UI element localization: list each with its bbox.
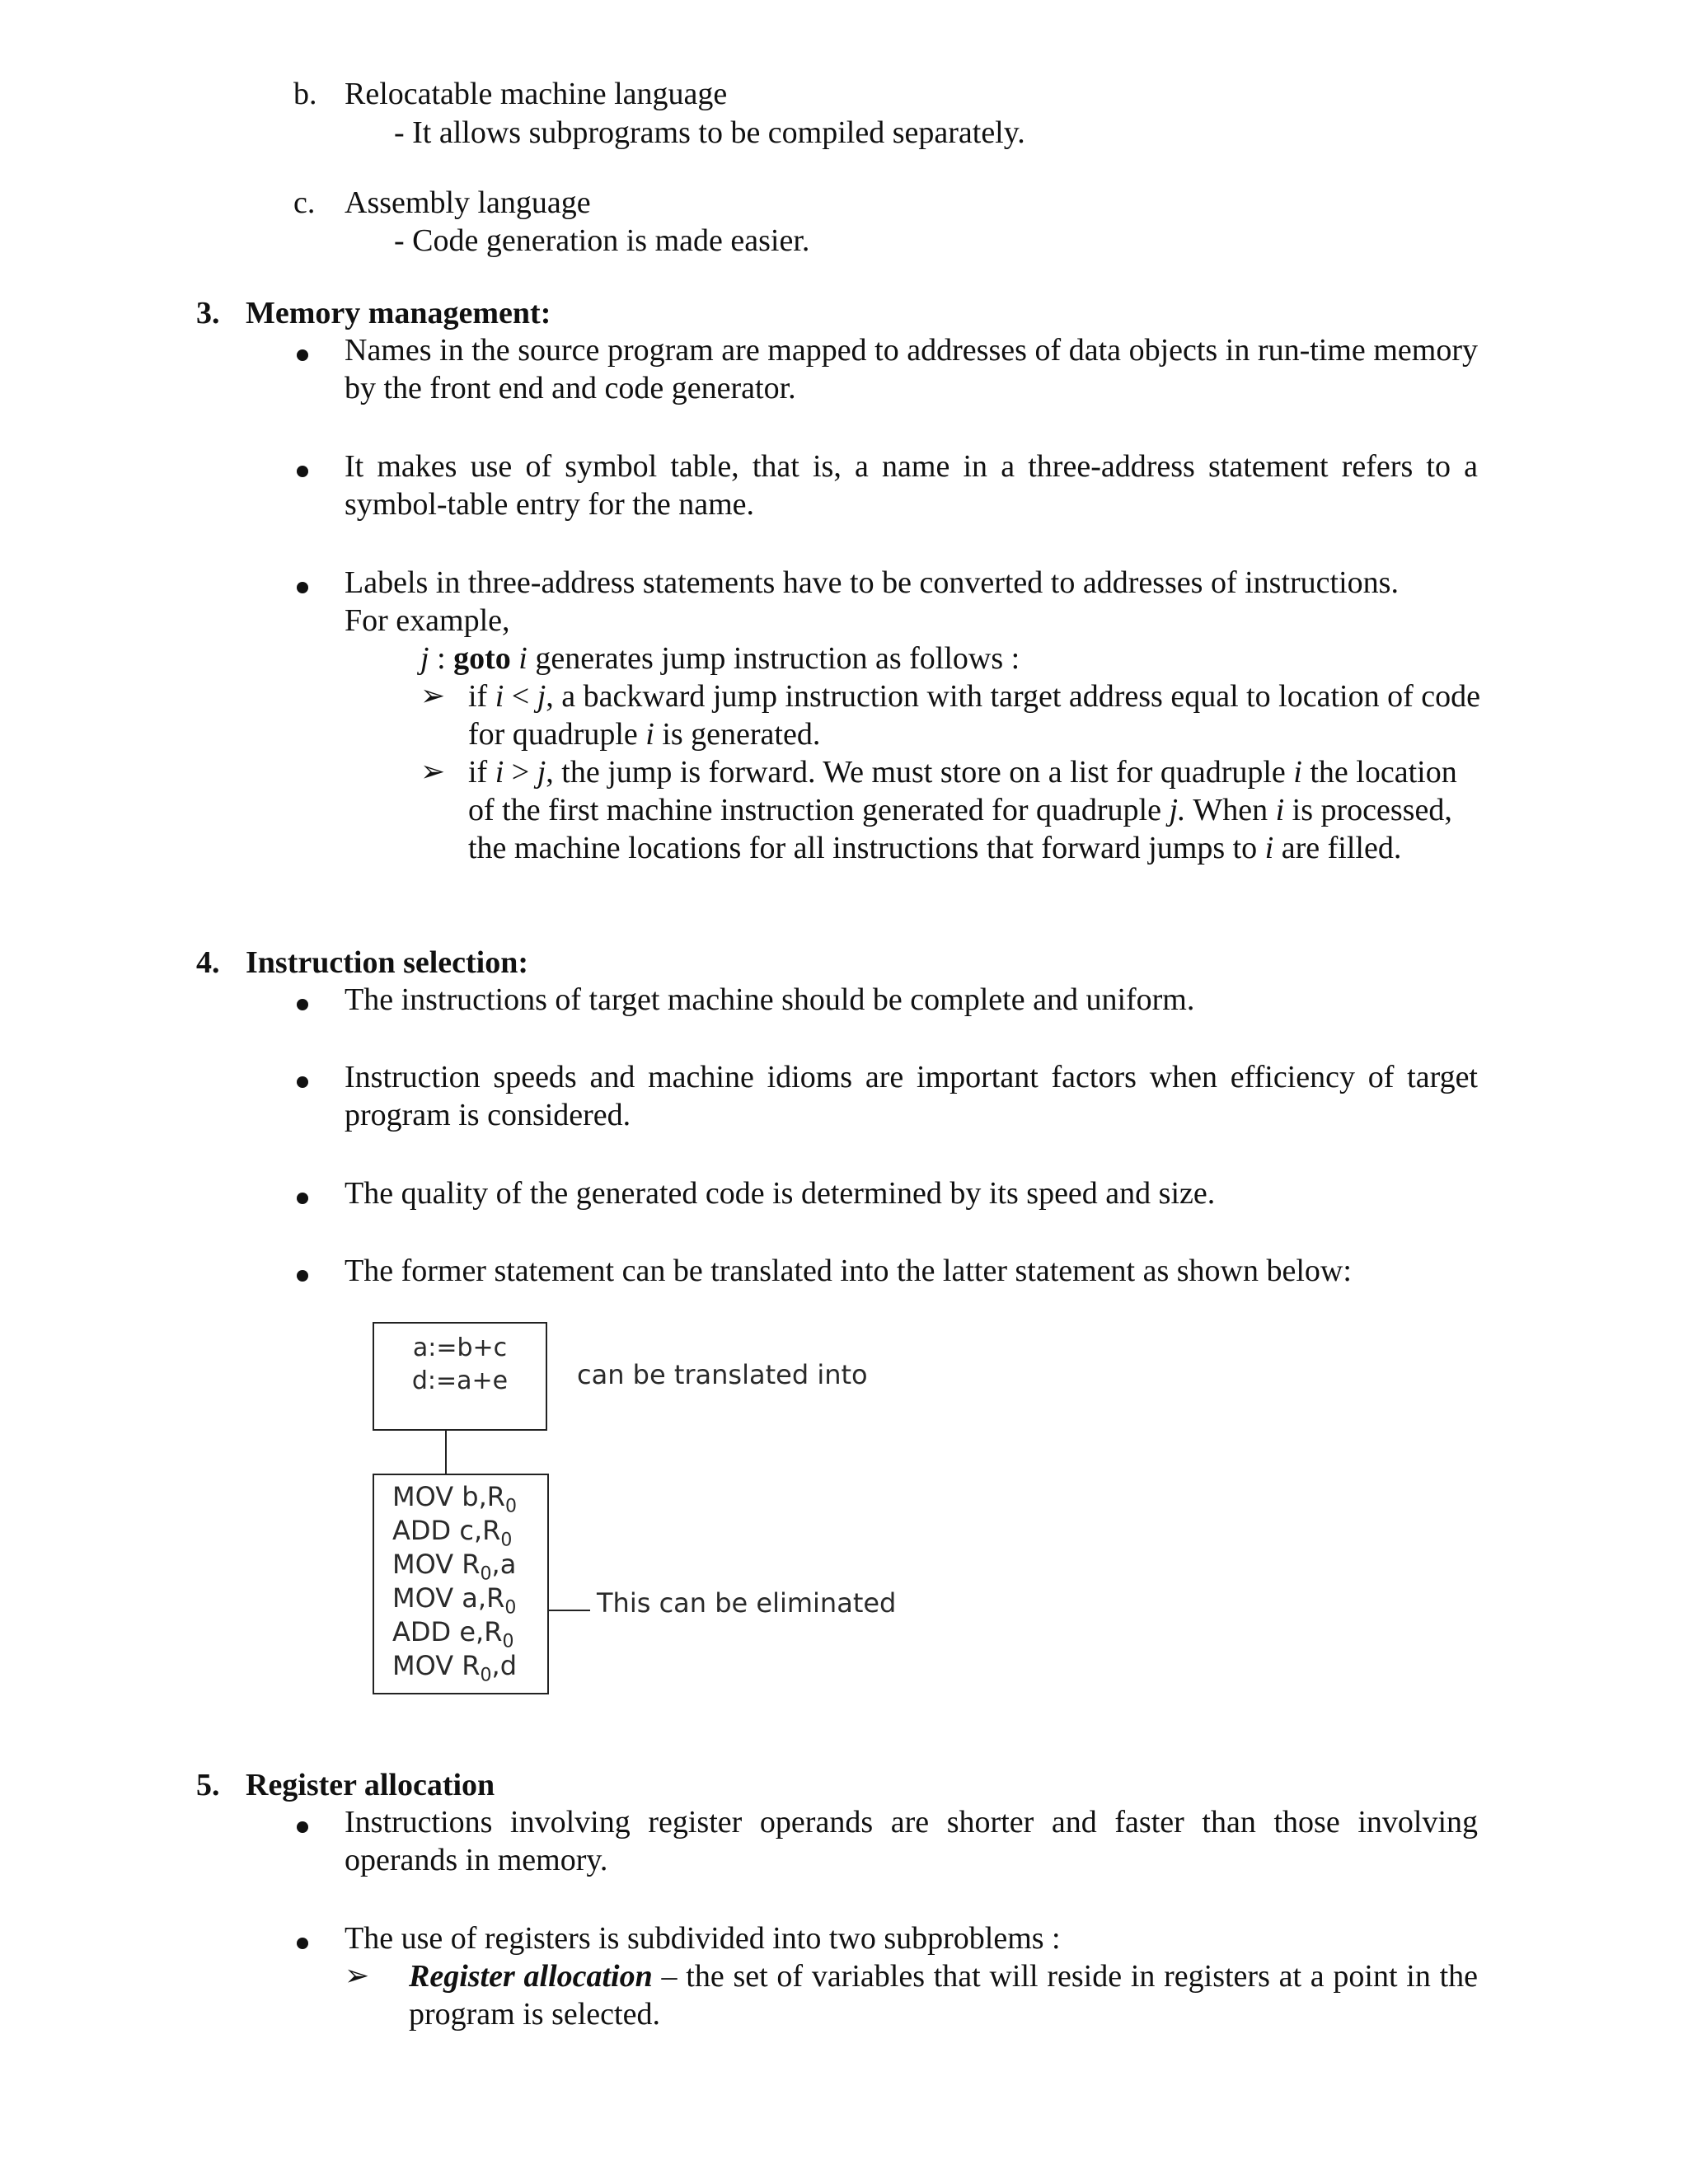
section-4-bullet-1: The instructions of target machine should be complete and uniform. [345, 982, 1195, 1017]
arrow-bullet-icon: ➢ [420, 755, 446, 789]
section-5-number: 5. [196, 1768, 220, 1802]
text: is generated. [654, 717, 821, 752]
var-i: i [495, 679, 504, 714]
sub-bullet-forward [468, 753, 1480, 867]
goto-colon: : [429, 641, 454, 676]
var-i: i [495, 755, 504, 790]
section-3-title: Memory management: [246, 296, 551, 330]
eliminate-pointer-line [547, 1610, 590, 1611]
bullet-dot [297, 349, 308, 361]
text: are filled. [1273, 831, 1402, 865]
machine-code-line: MOV $R_0,d$ [392, 1650, 518, 1686]
var-j: j [537, 755, 546, 790]
machine-code-line: MOV $a,R_0$ [392, 1582, 517, 1619]
goto-j: j [420, 641, 429, 676]
bullet-dot [297, 466, 308, 477]
machine-code-line: ADD $e,R_0$ [392, 1616, 514, 1652]
item-c-note: - Code generation is made easier. [394, 223, 810, 258]
machine-code-line: MOV $R_0,a$ [392, 1549, 517, 1585]
var-i: i [645, 717, 654, 752]
goto-example [420, 640, 1020, 677]
item-b-note: - It allows subprograms to be compiled separately. [394, 115, 1025, 150]
section-5-title: Register allocation [246, 1768, 495, 1802]
section-5-bullet-1: Instructions involving register operands are shorter and faster than those involving operands in memory. [345, 1805, 1478, 1877]
arrow-bullet-icon: ➢ [420, 679, 446, 713]
var-j: j [537, 679, 546, 714]
translated-label: can be translated into [577, 1359, 868, 1390]
connector-line [445, 1429, 447, 1474]
section-4-bullet-3: The quality of the generated code is determined by its speed and size. [345, 1176, 1216, 1211]
goto-rest: generates jump instruction as follows : [527, 641, 1020, 676]
section-3-bullet-2: It makes use of symbol table, that is, a name in a three-address statement refers to a symbol-table entry for the name. [345, 449, 1478, 522]
bullet-dot [297, 1270, 308, 1282]
eliminate-label: This can be eliminated [597, 1587, 897, 1619]
section-4-bullet-4: The former statement can be translated into the latter statement as shown below: [345, 1254, 1352, 1288]
section-4-bullet-2: Instruction speeds and machine idioms are important factors when efficiency of target program is considered. [345, 1060, 1478, 1132]
section-3-bullet-3-line-2: For example, [345, 603, 510, 638]
text: is processed, the machine locations for all instructions that forward jumps to [468, 793, 1452, 865]
text: , a backward jump instruction with target address equal to location of code for quadruple [468, 679, 1480, 752]
sub-bullet-register-allocation [409, 1957, 1478, 2033]
item-b-title: Relocatable machine language [345, 77, 728, 111]
machine-code-line: MOV $b,R_0$ [392, 1481, 518, 1517]
item-c-marker: c. [293, 185, 316, 220]
section-5-bullet-2: The use of registers is subdivided into two subproblems : [345, 1921, 1061, 1956]
bullet-dot [297, 1938, 308, 1949]
bullet-dot [297, 1076, 308, 1088]
bullet-dot [297, 1193, 308, 1204]
var-i: i [1293, 755, 1302, 790]
text: if [468, 755, 495, 790]
section-3-bullet-3-line-1: Labels in three-address statements have to be converted to addresses of instructions. [345, 565, 1399, 600]
text: – the set of variables that will reside in registers at a point in the program is selected. [409, 1959, 1479, 2032]
source-line-1: a:=b+c [412, 1333, 508, 1362]
item-b-marker: b. [293, 77, 317, 111]
term-register-allocation: Register allocation [409, 1959, 653, 1994]
bullet-dot [297, 1821, 308, 1833]
text: , the jump is forward. We must store on a list for quadruple [546, 755, 1294, 790]
sub-bullet-backward [468, 677, 1480, 753]
section-4-number: 4. [196, 945, 220, 980]
goto-i: i [518, 641, 528, 676]
item-c-title: Assembly language [345, 185, 591, 220]
text: When [1185, 793, 1276, 827]
section-3-bullet-1: Names in the source program are mapped to addresses of data objects in run-time memory by the front end and code generator. [345, 333, 1478, 405]
text: the location of the first machine instruction generated for quadruple [468, 755, 1457, 827]
text: < [504, 679, 537, 714]
bullet-dot [297, 582, 308, 593]
text: > [504, 755, 537, 790]
text: if [468, 679, 495, 714]
arrow-bullet-icon: ➢ [345, 1959, 370, 1993]
machine-code-line: ADD $c,R_0$ [392, 1515, 513, 1551]
section-4-title: Instruction selection: [246, 945, 529, 980]
var-i: i [1275, 793, 1285, 827]
goto-keyword: goto [453, 641, 511, 676]
var-j: j. [1169, 793, 1186, 827]
bullet-dot [297, 999, 308, 1010]
var-i: i [1264, 831, 1274, 865]
section-3-number: 3. [196, 296, 220, 330]
source-line-2: d:=a+e [411, 1366, 509, 1395]
